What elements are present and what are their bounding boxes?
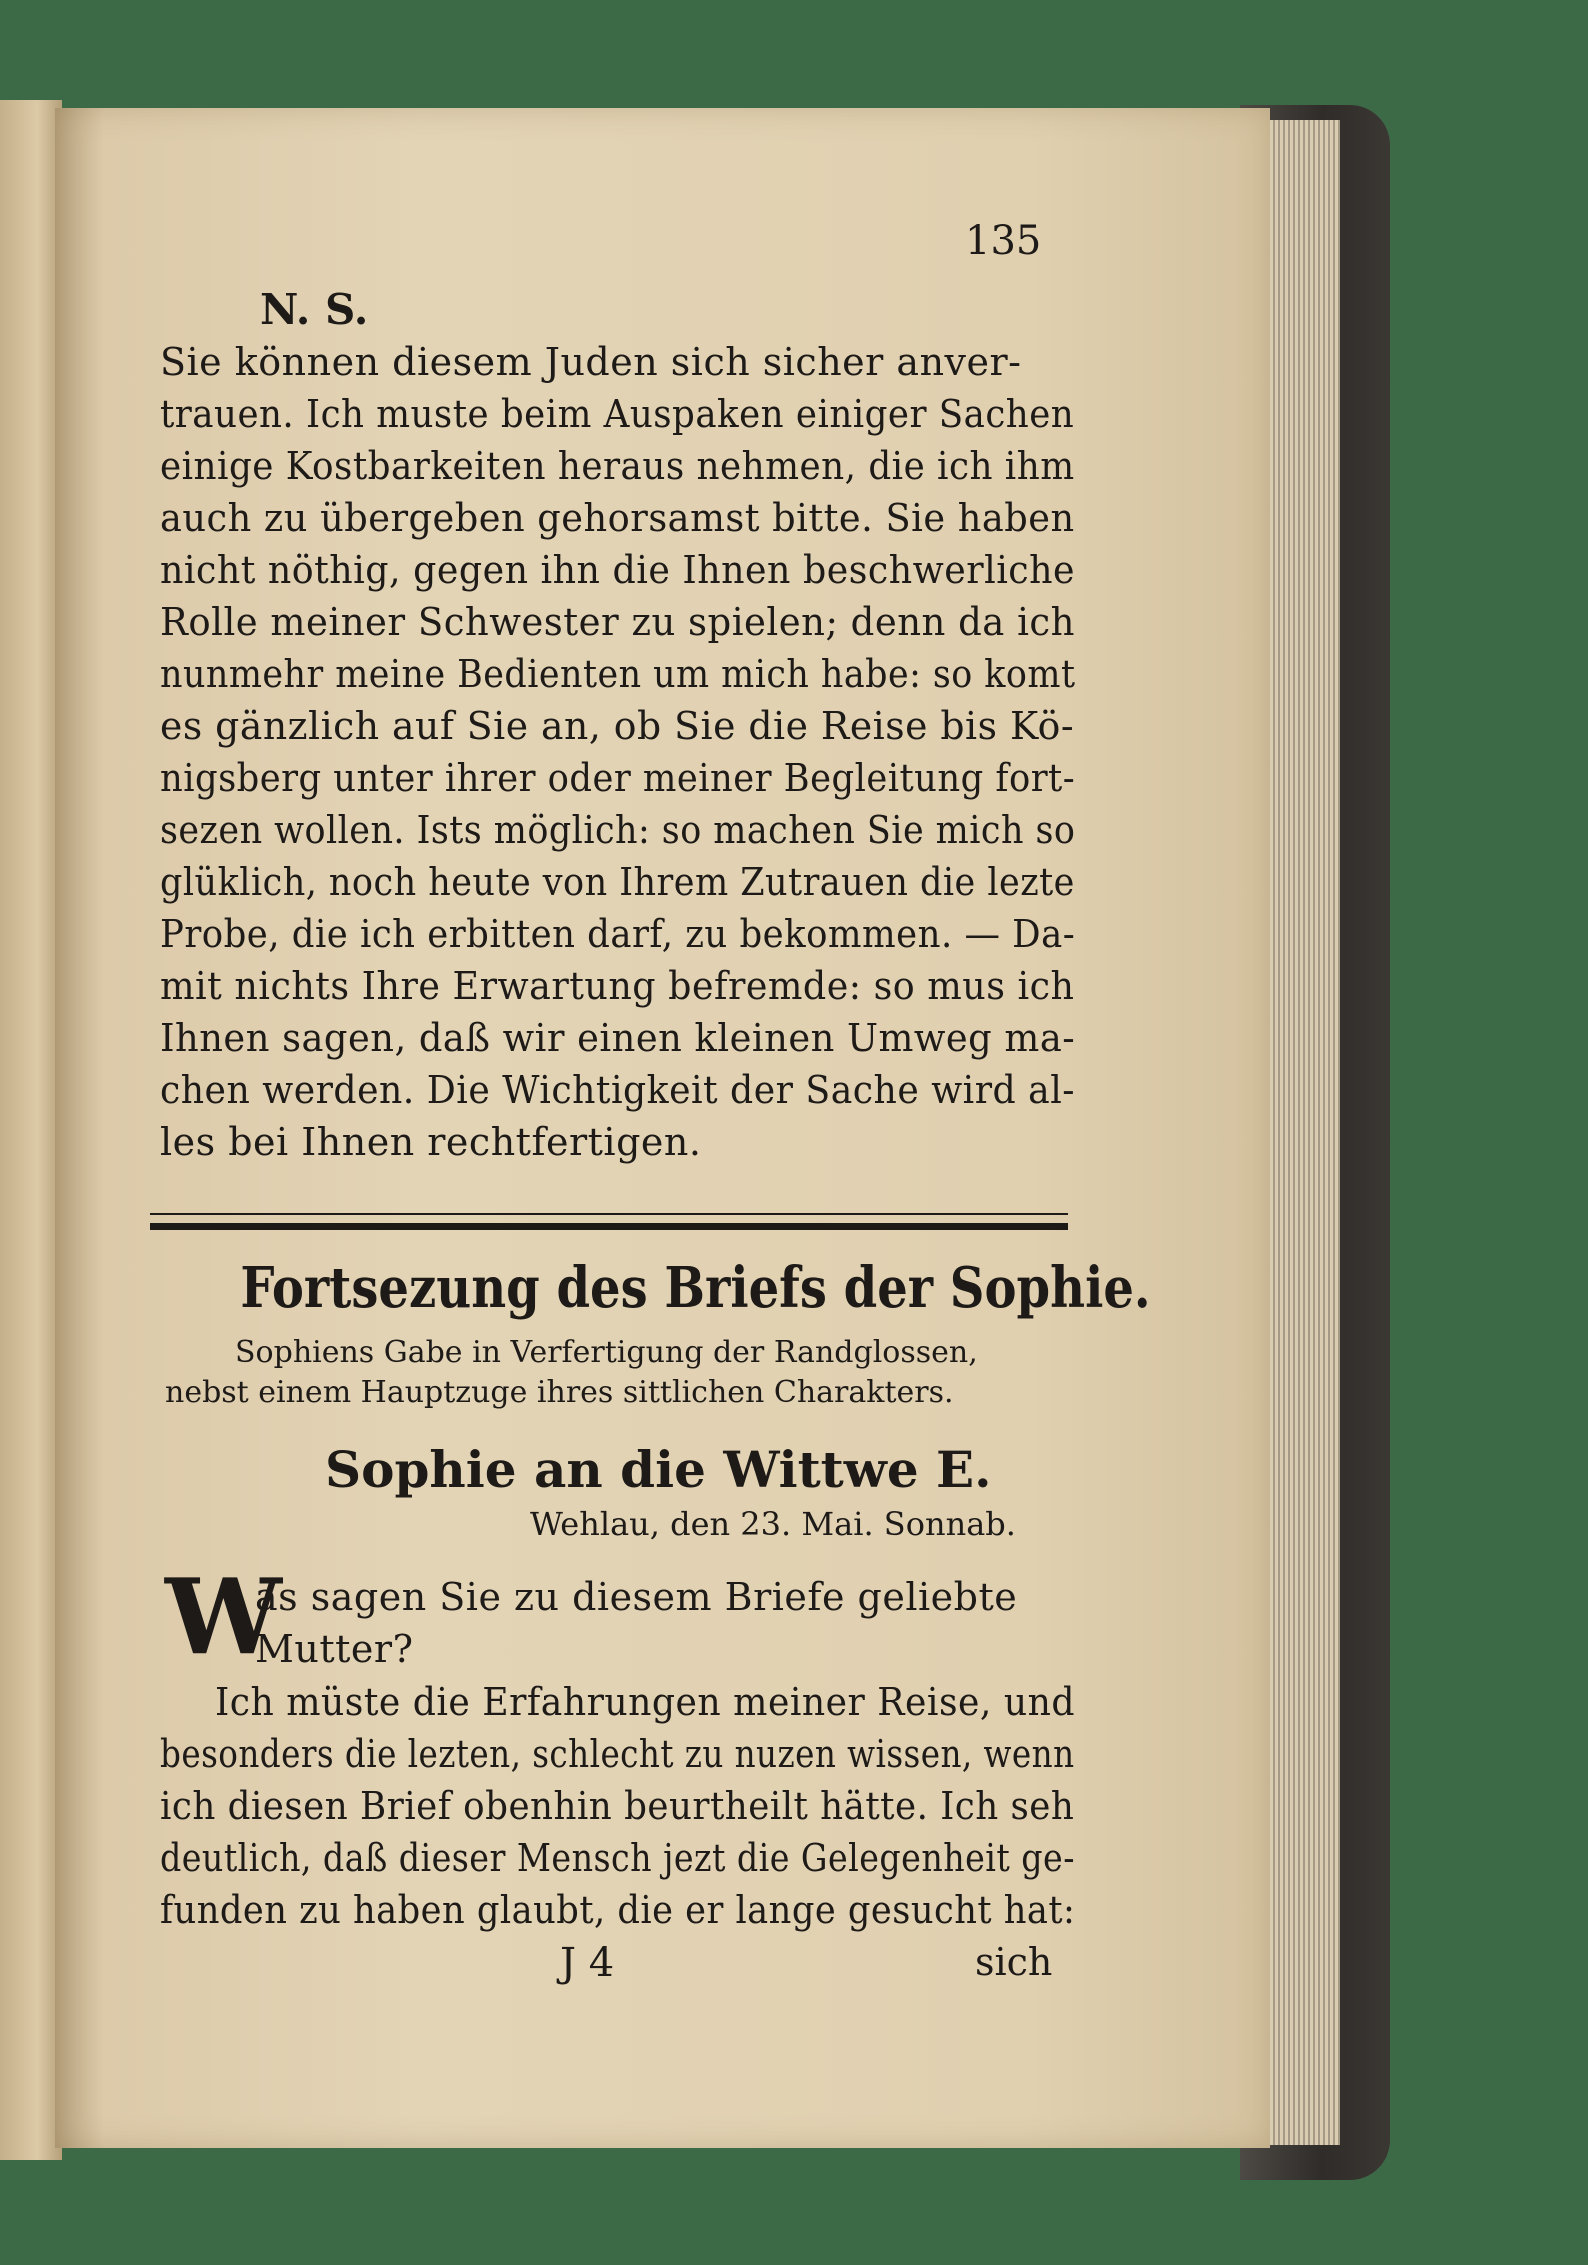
ps-line: es gänzlich auf Sie an, ob Sie die Reise bis Kö- (160, 704, 1075, 748)
letter-line: besonders die lezten, schlecht zu nuzen wissen, wenn (160, 1732, 1075, 1776)
ps-line: chen werden. Die Wichtigkeit der Sache wird al- (160, 1068, 1076, 1112)
section-heading: Fortsezung des Briefs der Sophie. (240, 1255, 1151, 1321)
section-rule-thick (150, 1223, 1068, 1230)
ps-line: Sie können diesem Juden sich sicher anver- (160, 340, 1022, 384)
letter-line: as sagen Sie zu diesem Briefe geliebte (255, 1575, 1018, 1619)
ps-line: sezen wollen. Ists möglich: so machen Sie mich so (160, 808, 1076, 852)
letter-line: funden zu haben glaubt, die er lange gesucht hat: (160, 1888, 1076, 1932)
ps-line: Ihnen sagen, daß wir einen kleinen Umweg ma- (160, 1016, 1076, 1060)
catchword: sich (975, 1940, 1053, 1984)
section-subtitle-line: Sophiens Gabe in Verfertigung der Randglossen, (235, 1335, 978, 1370)
facing-page-edge (0, 100, 62, 2160)
ps-line: glüklich, noch heute von Ihrem Zutrauen die lezte (160, 860, 1075, 904)
section-rule-thin (150, 1213, 1068, 1215)
letter-line: ich diesen Brief obenhin beurtheilt hätte. Ich seh (160, 1784, 1075, 1828)
signature-mark: J 4 (560, 1940, 615, 1986)
ps-line: nigsberg unter ihrer oder meiner Begleitung fort- (160, 756, 1076, 800)
ps-line: Rolle meiner Schwester zu spielen; denn da ich (160, 600, 1075, 644)
ps-line: nicht nöthig, gegen ihn die Ihnen beschwerliche (160, 548, 1076, 592)
letter-dateline: Wehlau, den 23. Mai. Sonnab. (530, 1505, 1016, 1543)
letter-line: deutlich, daß dieser Mensch jezt die Gelegenheit ge- (160, 1836, 1075, 1880)
ps-line: nunmehr meine Bedienten um mich habe: so komt (160, 652, 1076, 696)
section-subtitle-line: nebst einem Hauptzuge ihres sittlichen Charakters. (165, 1375, 954, 1410)
ps-line: Probe, die ich erbitten darf, zu bekommen. — Da- (160, 912, 1076, 956)
letter-line: Mutter? (255, 1627, 414, 1671)
ps-line: les bei Ihnen rechtfertigen. (160, 1120, 702, 1164)
page-number: 135 (965, 218, 1042, 264)
drop-cap: W (165, 1555, 282, 1678)
ps-line: auch zu übergeben gehorsamst bitte. Sie haben (160, 496, 1075, 540)
letter-line: Ich müste die Erfahrungen meiner Reise, und (215, 1680, 1076, 1724)
ps-line: trauen. Ich muste beim Auspaken einiger Sachen (160, 392, 1075, 436)
ps-line: einige Kostbarkeiten heraus nehmen, die ich ihm (160, 444, 1075, 488)
letter-title: Sophie an die Wittwe E. (325, 1440, 992, 1499)
ps-line: mit nichts Ihre Erwartung befremde: so mus ich (160, 964, 1075, 1008)
ps-signoff: N. S. (260, 285, 369, 334)
